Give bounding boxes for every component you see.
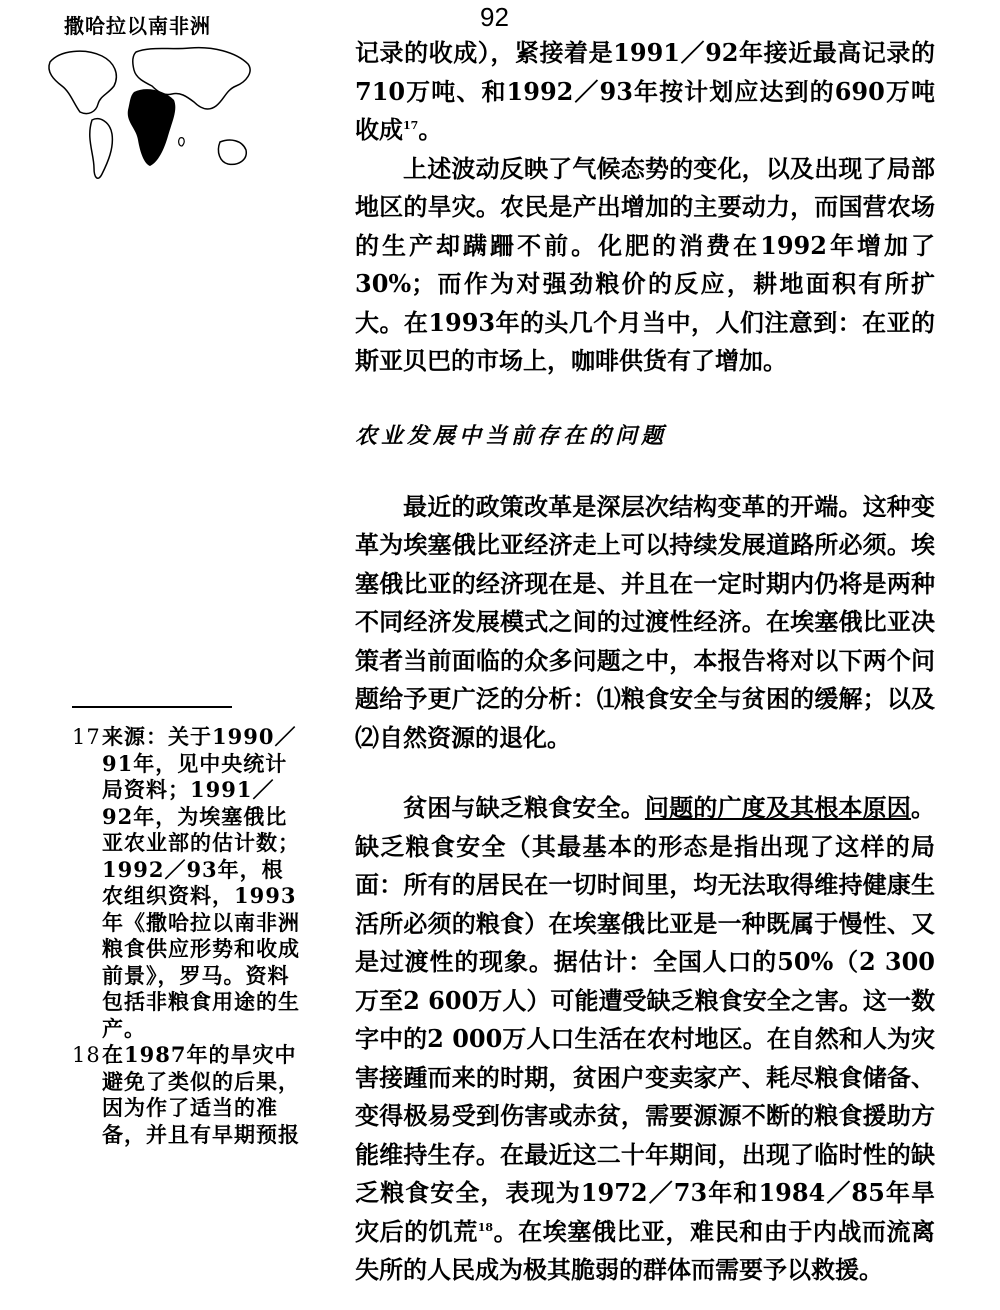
footnotes [72,724,302,1148]
footnote-ref-18: 18 [477,1220,494,1234]
intro-text: 记录的收成），紧接着是1991／92年接近最高记录的710万吨、和1992／93年按计划应达到的690万吨收成 [355,38,935,144]
footnote-divider [72,706,232,708]
page-number: 92 [480,2,509,32]
footnote-ref-17: 17 [403,119,419,132]
footnote-text: 来源：关于1990／91年，见中央统计局资料；1991／92年，为埃塞俄比亚农业部的估计数；1992／93年，根农组织资料，1993年《撒哈拉以南非洲粮食供应形势和收成前景》，罗马。资料包括非粮食用途的生产。 [102,724,300,1041]
intro-end: 。 [418,115,443,144]
climate-paragraph: 上述波动反映了气候态势的变化，以及出现了局部地区的旱灾。农民是产出增加的主要动力，而国营农场的生产却蹒跚不前。化肥的消费在1992年增加了30%；而作为对强劲粮价的反应，耕地面积有所扩大。在1993年的头几个月当中，人们注意到：在亚的斯亚贝巴的市场上，咖啡供货有了增加。 [355,153,935,375]
footnote-17 [72,724,302,1042]
main-text [355,34,935,1290]
policy-paragraph: 最近的政策改革是深层次结构变革的开端。这种变革为埃塞俄比亚经济走上可以持续发展道路所必须。埃塞俄比亚的经济现在是、并且在一定时期内仍将是两种不同经济发展模式之间的过渡性经济。在埃塞俄比亚决策者当前面临的众多问题之中，本报告将对以下两个问题给予更广泛的分析：⑴粮食安全与贫困的缓解；以及⑵自然资源的退化。 [355,491,935,752]
world-map-icon [40,42,260,192]
poverty-lead: 贫困与缺乏粮食安全。 [403,793,645,822]
footnote-18 [72,1042,302,1148]
section-heading: 农业发展中当前存在的问题 [355,422,668,449]
map-title: 撒哈拉以南非洲 [64,14,211,38]
poverty-paragraph [355,789,935,1290]
poverty-body: 。缺乏粮食安全（其最基本的形态是指出现了这样的局面：所有的居民在一切时间里，均无法取得维持健康生活所必须的粮食）在埃塞俄比亚是一种既属于慢性、又是过渡性的现象。据估计：全国人口的50%（2 300万至2 600万人）可能遭受缺乏粮食安全之害。这一数字中的2 000万人口生活在农村地区。在自然和人为灾害接踵而来的时期，贫困户变卖家产、耗尽粮食储备、变得极易受到伤害或赤贫，需要源源不断的粮食援助方能维持生存。在最近这二十年期间，出现了临时性的缺乏粮食安全，表现为1972／73年和1984／85年旱灾后的饥荒 [355,793,936,1246]
footnote-number: 18 [72,1043,101,1067]
footnote-number: 17 [72,725,101,749]
poverty-end: 。在埃塞俄比亚，难民和由于内战而流离失所的人民成为极其脆弱的群体而需要予以救援。 [355,1216,936,1284]
intro-paragraph [355,34,935,150]
footnote-text: 在1987年的旱灾中避免了类似的后果，因为作了适当的准备，并且有早期预报 [102,1042,300,1147]
region-map [40,6,260,191]
poverty-underlined: 问题的广度及其根本原因 [644,793,912,822]
